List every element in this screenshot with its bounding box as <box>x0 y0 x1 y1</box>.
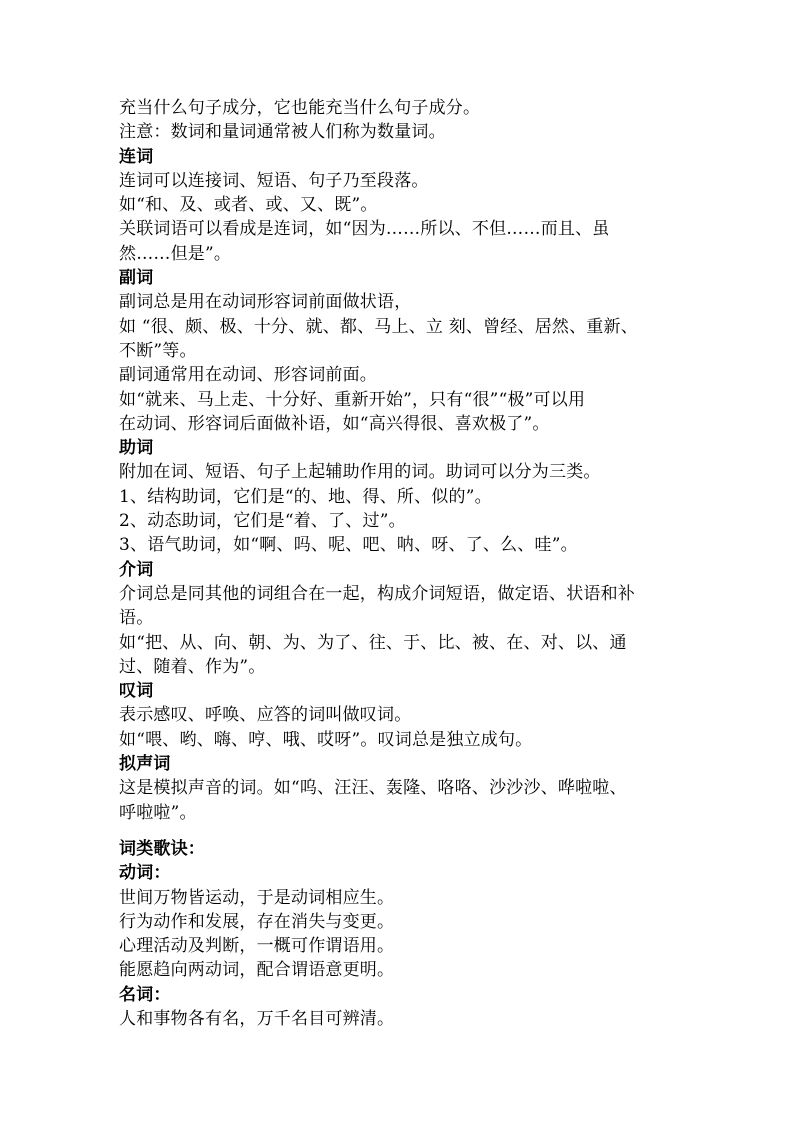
text-line: 如 “很、颇、极、十分、就、都、马上、立 刻、曾经、居然、重新、 <box>119 316 638 337</box>
text-line: 1、结构助词，它们是“的、地、得、所、似的”。 <box>119 486 492 507</box>
text-line: 这是模拟声音的词。如“呜、汪汪、轰隆、咯咯、沙沙沙、哗啦啦、 <box>119 778 627 799</box>
section-heading: 叹词 <box>119 681 154 702</box>
section-heading: 拟声词 <box>119 754 171 775</box>
document-page <box>119 96 689 1031</box>
text-line: 如“就来、马上走、十分好、重新开始”，只有“很”“极”可以用 <box>119 389 586 410</box>
text-line: 行为动作和发展，存在消失与变更。 <box>119 911 395 932</box>
text-line: 副词通常用在动词、形容词前面。 <box>119 365 377 386</box>
text-line: 在动词、形容词后面做补语，如“高兴得很、喜欢极了”。 <box>119 413 550 434</box>
text-line: 介词总是同其他的词组合在一起，构成介词短语，做定语、状语和补 <box>119 583 635 604</box>
spacer <box>119 825 689 837</box>
text-line: 不断”等。 <box>119 340 197 361</box>
section-heading: 助词 <box>119 438 154 459</box>
text-line: 呼啦啦”。 <box>119 802 197 823</box>
section-heading: 介词 <box>119 559 154 580</box>
text-line: 表示感叹、呼唤、应答的词叫做叹词。 <box>119 705 412 726</box>
section-heading: 副词 <box>119 268 154 289</box>
text-line: 如“喂、哟、嗨、哼、哦、哎呀”。叹词总是独立成句。 <box>119 729 533 750</box>
text-line: 世间万物皆运动，于是动词相应生。 <box>119 887 395 908</box>
text-line: 心理活动及判断，一概可作谓语用。 <box>119 936 395 957</box>
text-line: 语。 <box>119 608 154 629</box>
text-line: 能愿趋向两动词，配合谓语意更明。 <box>119 960 395 981</box>
text-line: 如“和、及、或者、或、又、既”。 <box>119 195 378 216</box>
text-line: 过、随着、作为”。 <box>119 656 266 677</box>
text-line: 连词可以连接词、短语、句子乃至段落。 <box>119 170 429 191</box>
text-line: 然……但是”。 <box>119 243 232 264</box>
text-line: 3、语气助词，如“啊、吗、呢、吧、呐、呀、了、么、哇”。 <box>119 535 578 556</box>
text-line: 关联词语可以看成是连词，如“因为……所以、不但……而且、虽 <box>119 219 610 240</box>
text-line: 如“把、从、向、朝、为、为了、往、于、比、被、在、对、以、通 <box>119 632 627 653</box>
text-line: 2、动态助词，它们是“着、了、过”。 <box>119 511 406 532</box>
section-heading: 动词： <box>119 863 171 884</box>
section-heading: 词类歌诀： <box>119 838 205 859</box>
text-line: 充当什么句子成分，它也能充当什么句子成分。 <box>119 98 481 118</box>
section-heading: 连词 <box>119 146 154 167</box>
text-line: 人和事物各有名，万千名目可辨清。 <box>119 1008 395 1029</box>
section-heading: 名词： <box>119 984 171 1005</box>
text-line: 副词总是用在动词形容词前面做状语， <box>119 292 412 313</box>
text-line: 注意：数词和量词通常被人们称为数量词。 <box>119 122 446 143</box>
text-line: 附加在词、短语、句子上起辅助作用的词。助词可以分为三类。 <box>119 462 601 483</box>
